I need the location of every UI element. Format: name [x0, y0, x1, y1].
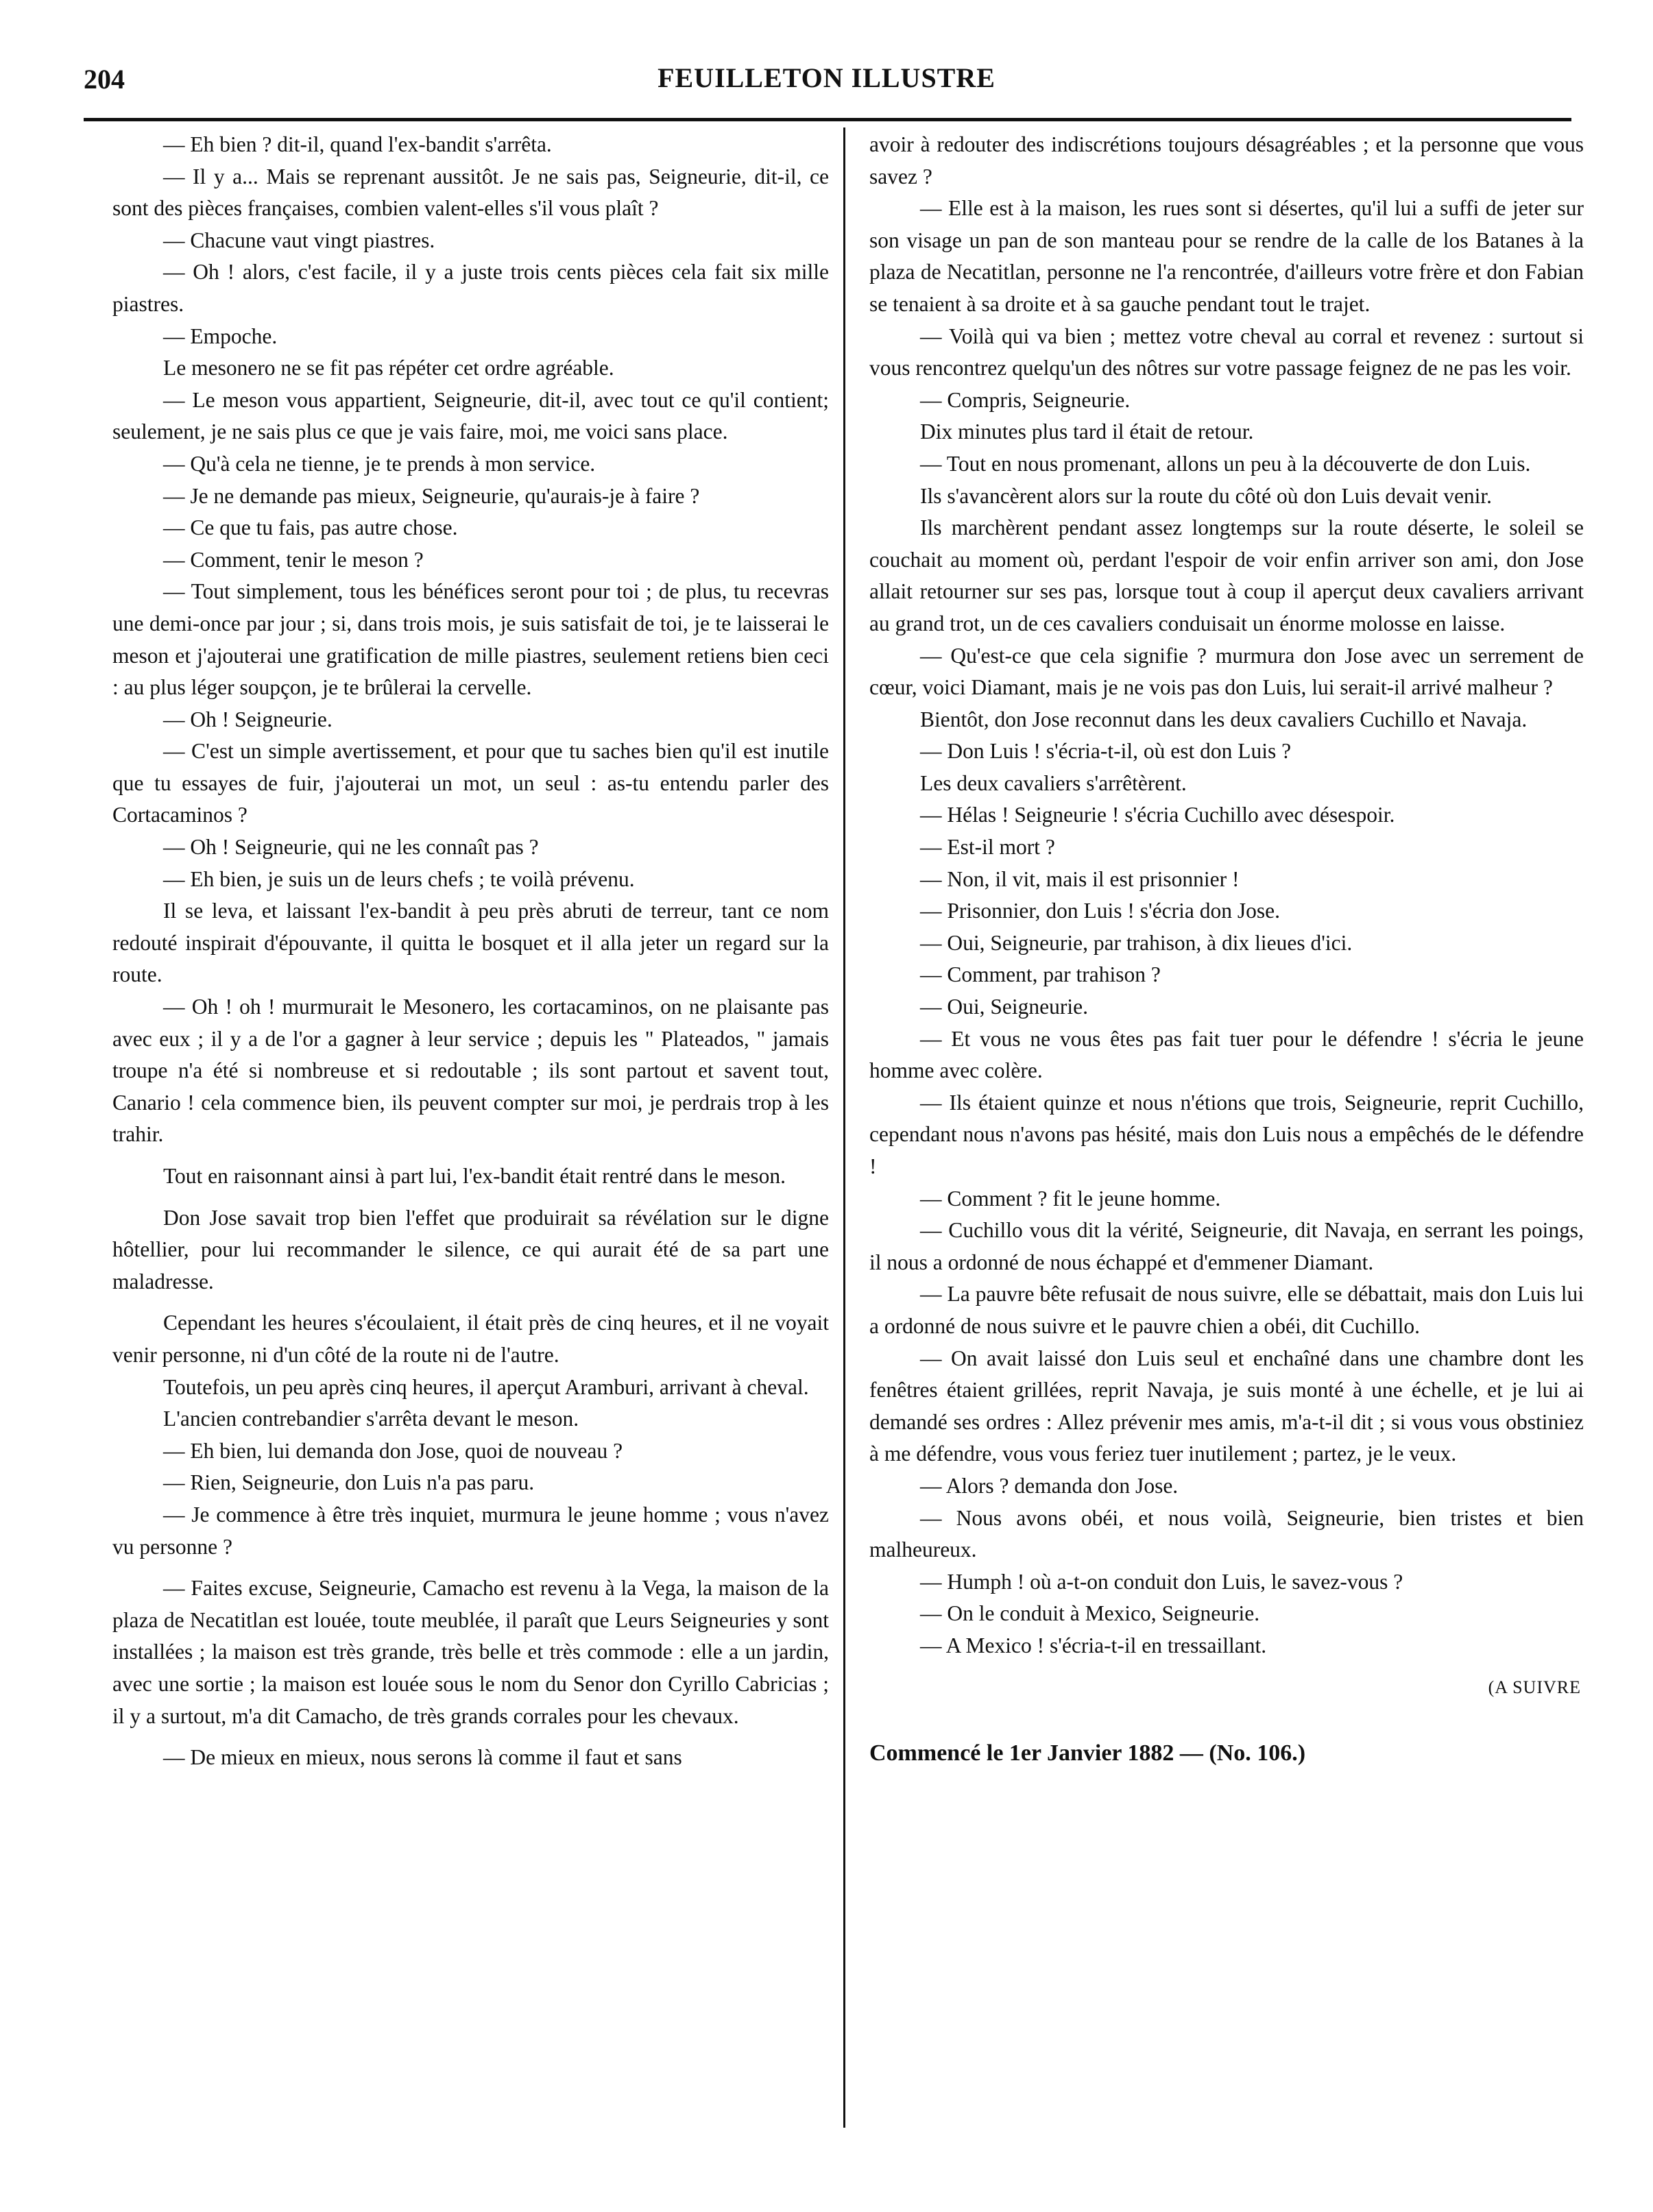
paragraph: Ils marchèrent pendant assez longtemps sur la route déserte, le soleil se couchait au moment où, perdant l'espoir de voir enfin arriver son ami, don Jose allait retourner sur ses pas, lorsque tout à coup il aperçut deux cavaliers arrivant au grand trot, un de ces cavaliers conduisait un énorme molosse en laisse. — [869, 515, 1584, 635]
paragraph: — Oui, Seigneurie, par trahison, à dix lieues d'ici. — [920, 930, 1353, 955]
paragraph: Dix minutes plus tard il était de retour. — [920, 420, 1254, 444]
paragraph: — Cuchillo vous dit la vérité, Seigneurie, dit Navaja, en serrant les poings, il nous a ordonné de nous échappé et d'emmener Diamant. — [869, 1218, 1584, 1274]
paragraph: — Qu'est-ce que cela signifie ? murmura don Jose avec un serrement de cœur, voici Diamant, mais je ne vois pas don Luis, lui serait-il arrivé malheur ? — [869, 643, 1584, 700]
paragraph: — Voilà qui va bien ; mettez votre cheval au corral et revenez : surtout si vous rencontrez quelqu'un des nôtres sur votre passage feignez de ne pas les voir. — [869, 324, 1584, 380]
paragraph: Toutefois, un peu après cinq heures, il aperçut Aramburi, arrivant à cheval. — [163, 1374, 809, 1399]
paragraph: — Eh bien, je suis un de leurs chefs ; te voilà prévenu. — [163, 866, 635, 891]
paragraph: — C'est un simple avertissement, et pour que tu saches bien qu'il est inutile que tu essayes de fuir, j'ajouterai un mot, un seul : as-tu entendu parler des Cortacaminos ? — [112, 739, 829, 827]
column-divider — [843, 127, 845, 2128]
paragraph: — Hélas ! Seigneurie ! s'écria Cuchillo avec désespoir. — [920, 803, 1395, 827]
paragraph: — Ils étaient quinze et nous n'étions que trois, Seigneurie, reprit Cuchillo, cependant nous n'avons pas hésité, mais don Luis nous a empêchés de le défendre ! — [869, 1090, 1584, 1178]
paragraph: — Il y a... Mais se reprenant aussitôt. Je ne sais pas, Seigneurie, dit-il, ce sont des pièces françaises, combien valent-elles s'il vous plaît ? — [112, 164, 829, 221]
paragraph: — La pauvre bête refusait de nous suivre, elle se débattait, mais don Luis lui a ordonné de nous suivre et le pauvre chien a obéi, dit Cuchillo. — [869, 1282, 1584, 1338]
paragraph: Don Jose savait trop bien l'effet que produirait sa révélation sur le digne hôtellier, pour lui recommander le silence, ce qui aurait été de sa part une maladresse. — [112, 1205, 829, 1293]
paragraph: — Oui, Seigneurie. — [920, 995, 1088, 1019]
paragraph: — Tout en nous promenant, allons un peu à la découverte de don Luis. — [920, 451, 1531, 476]
paragraph: — Eh bien ? dit-il, quand l'ex-bandit s'arrêta. — [163, 132, 552, 156]
to-follow-note: (A SUIVRE — [1488, 1677, 1581, 1697]
paragraph: — Et vous ne vous êtes pas fait tuer pour le défendre ! s'écria le jeune homme avec colère. — [869, 1026, 1584, 1083]
serial-start-note: Commencé le 1er Janvier 1882 — (No. 106.) — [869, 1740, 1306, 1766]
right-column-body — [869, 129, 1584, 1662]
paragraph: — Je commence à être très inquiet, murmura le jeune homme ; vous n'avez vu personne ? — [112, 1502, 829, 1559]
paragraph: — On avait laissé don Luis seul et enchaîné dans une chambre dont les fenêtres étaient grillées, reprit Navaja, je suis monté à une échelle, et je lui ai demandé ses ordres : Allez prévenir mes amis, m'a-t-il dit ; si vous vous obstiniez à me défendre, vous vous feriez tuer inutilement ; partez, je le veux. — [869, 1346, 1584, 1466]
paragraph: — Oh ! Seigneurie. — [163, 707, 333, 731]
paragraph: Les deux cavaliers s'arrêtèrent. — [920, 770, 1187, 795]
paragraph: — A Mexico ! s'écria-t-il en tressaillant. — [920, 1633, 1267, 1657]
paragraph: — Le meson vous appartient, Seigneurie, dit-il, avec tout ce qu'il contient; seulement, je ne sais plus ce que je vais faire, moi, me voici sans place. — [112, 387, 829, 444]
paragraph: — Est-il mort ? — [920, 835, 1055, 860]
left-column — [112, 129, 829, 1774]
paragraph: — Prisonnier, don Luis ! s'écria don Jose. — [920, 899, 1280, 923]
paragraph: — Tout simplement, tous les bénéfices seront pour toi ; de plus, tu recevras une demi-once par jour ; si, dans trois mois, je suis satisfait de toi, je te laisserai le meson et j'ajouterai une gratification de mille piastres, seulement retiens bien ceci : au plus léger soupçon, je te brûlerai la cervelle. — [112, 579, 829, 700]
paragraph: — On le conduit à Mexico, Seigneurie. — [920, 1601, 1260, 1626]
paragraph: — Comment, tenir le meson ? — [163, 547, 424, 572]
page-number: 204 — [84, 64, 125, 95]
paragraph: — Compris, Seigneurie. — [920, 387, 1131, 412]
paragraph: — Oh ! Seigneurie, qui ne les connaît pas ? — [163, 835, 539, 860]
paragraph: — De mieux en mieux, nous serons là comme il faut et sans — [163, 1745, 682, 1770]
paragraph: — Elle est à la maison, les rues sont si désertes, qu'il lui a suffi de jeter sur son visage un pan de son manteau pour se rendre de la calle de los Batanes à la plaza de Necatitlan, personne ne l'a rencontrée, d'ailleurs votre frère et don Fabian se tenaient à sa droite et à sa gauche pendant tout le trajet. — [869, 196, 1584, 316]
paragraph: — Oh ! alors, c'est facile, il y a juste trois cents pièces cela fait six mille piastres. — [112, 260, 829, 316]
paragraph: — Nous avons obéi, et nous voilà, Seigneurie, bien tristes et bien malheureux. — [869, 1505, 1584, 1562]
paragraph: — Oh ! oh ! murmurait le Mesonero, les cortacaminos, on ne plaisante pas avec eux ; il y a de l'or a gagner à leur service ; depuis les " Plateados, " jamais troupe n'a été si nombreuse et si redoutable ; ils sont partout et savent tout, Canario ! cela commence bien, ils peuvent compter sur moi, je perdrais trop à les trahir. — [112, 995, 829, 1147]
paragraph: Le mesonero ne se fit pas répéter cet ordre agréable. — [163, 356, 614, 380]
paragraph: — Empoche. — [163, 324, 278, 348]
paragraph: — Comment, par trahison ? — [920, 962, 1161, 987]
paragraph: — Comment ? fit le jeune homme. — [920, 1186, 1221, 1211]
paragraph: — Eh bien, lui demanda don Jose, quoi de nouveau ? — [163, 1438, 623, 1463]
paragraph: Tout en raisonnant ainsi à part lui, l'ex-bandit était rentré dans le meson. — [163, 1164, 786, 1188]
paragraph: avoir à redouter des indiscrétions toujours désagréables ; et la personne que vous savez ? — [869, 132, 1584, 189]
paragraph: — Ce que tu fais, pas autre chose. — [163, 515, 458, 540]
paragraph: Ils s'avancèrent alors sur la route du côté où don Luis devait venir. — [920, 483, 1493, 508]
paragraph: — Qu'à cela ne tienne, je te prends à mon service. — [163, 451, 596, 476]
paragraph: — Don Luis ! s'écria-t-il, où est don Luis ? — [920, 739, 1292, 764]
paragraph: Cependant les heures s'écoulaient, il était près de cinq heures, et il ne voyait venir personne, ni d'un côté de la route ni de l'autre. — [112, 1311, 829, 1367]
paragraph: — Alors ? demanda don Jose. — [920, 1473, 1179, 1498]
header-rule — [84, 118, 1571, 121]
paragraph: — Faites excuse, Seigneurie, Camacho est revenu à la Vega, la maison de la plaza de Necatitlan est louée, toute meublée, il paraît que Leurs Seigneuries y sont installées ; la maison est très grande, très belle et très commode : elle a un jardin, avec une sortie ; la maison est louée sous le nom du Senor don Cyrillo Cabricias ; il y a surtout, m'a dit Camacho, de très grands corrales pour les chevaux. — [112, 1576, 829, 1728]
publication-title: FEUILLETON ILLUSTRE — [657, 62, 996, 93]
paragraph: Il se leva, et laissant l'ex-bandit à peu près abruti de terreur, tant ce nom redouté inspirait d'épouvante, il quitta le bosquet et il alla jeter un regard sur la route. — [112, 899, 829, 987]
paragraph: — Je ne demande pas mieux, Seigneurie, qu'aurais-je à faire ? — [163, 483, 700, 508]
paragraph: L'ancien contrebandier s'arrêta devant le meson. — [163, 1407, 579, 1431]
paragraph: Bientôt, don Jose reconnut dans les deux cavaliers Cuchillo et Navaja. — [920, 707, 1528, 731]
paragraph: — Non, il vit, mais il est prisonnier ! — [920, 866, 1240, 891]
paragraph: — Rien, Seigneurie, don Luis n'a pas paru. — [163, 1470, 535, 1495]
paragraph: — Humph ! où a-t-on conduit don Luis, le savez-vous ? — [920, 1569, 1403, 1594]
right-column — [869, 129, 1584, 1770]
paragraph: — Chacune vaut vingt piastres. — [163, 228, 435, 252]
